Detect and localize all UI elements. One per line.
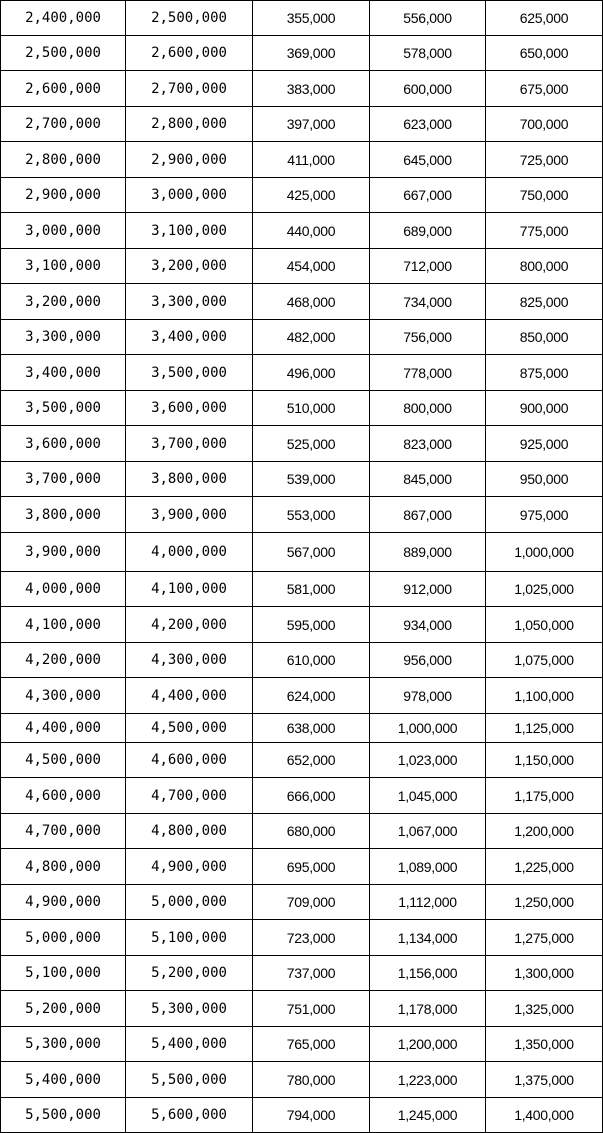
table-cell: 975,000 xyxy=(486,497,603,533)
table-cell: 468,000 xyxy=(253,284,370,320)
table-cell: 756,000 xyxy=(370,320,486,355)
table-cell: 539,000 xyxy=(253,462,370,497)
table-cell: 5,300,000 xyxy=(1,1027,126,1062)
table-cell: 978,000 xyxy=(370,678,486,714)
table-cell: 3,200,000 xyxy=(1,284,126,320)
table-cell: 1,125,000 xyxy=(486,714,603,743)
table-cell: 2,900,000 xyxy=(126,142,253,178)
table-row xyxy=(1,213,603,249)
table-cell: 1,175,000 xyxy=(486,778,603,814)
table-cell: 1,156,000 xyxy=(370,956,486,991)
table-cell: 5,000,000 xyxy=(126,885,253,920)
table-cell: 4,100,000 xyxy=(1,607,126,643)
table-cell: 1,112,000 xyxy=(370,885,486,920)
table-cell: 4,000,000 xyxy=(1,572,126,607)
table-cell: 3,300,000 xyxy=(1,320,126,355)
table-cell: 1,400,000 xyxy=(486,1098,603,1133)
table-cell: 1,223,000 xyxy=(370,1062,486,1098)
table-cell: 2,600,000 xyxy=(1,71,126,107)
table-cell: 1,325,000 xyxy=(486,991,603,1027)
table-cell: 680,000 xyxy=(253,814,370,849)
table-cell: 3,600,000 xyxy=(1,426,126,462)
table-cell: 4,500,000 xyxy=(126,714,253,743)
table-cell: 3,900,000 xyxy=(126,497,253,533)
table-cell: 1,200,000 xyxy=(486,814,603,849)
table-cell: 3,000,000 xyxy=(1,213,126,249)
table-row xyxy=(1,426,603,462)
table-cell: 5,000,000 xyxy=(1,920,126,956)
table-cell: 625,000 xyxy=(486,1,603,36)
table-cell: 889,000 xyxy=(370,533,486,572)
table-cell: 2,700,000 xyxy=(126,71,253,107)
table-cell: 1,150,000 xyxy=(486,743,603,778)
table-cell: 780,000 xyxy=(253,1062,370,1098)
table-cell: 5,100,000 xyxy=(126,920,253,956)
table-cell: 4,100,000 xyxy=(126,572,253,607)
table-cell: 440,000 xyxy=(253,213,370,249)
table-cell: 600,000 xyxy=(370,71,486,107)
table-row xyxy=(1,391,603,426)
table-cell: 1,050,000 xyxy=(486,607,603,643)
table-row xyxy=(1,71,603,107)
table-cell: 1,250,000 xyxy=(486,885,603,920)
table-cell: 695,000 xyxy=(253,849,370,885)
table-cell: 875,000 xyxy=(486,355,603,391)
table-cell: 867,000 xyxy=(370,497,486,533)
table-cell: 3,800,000 xyxy=(126,462,253,497)
table-cell: 623,000 xyxy=(370,107,486,142)
table-cell: 5,400,000 xyxy=(1,1062,126,1098)
table-cell: 1,067,000 xyxy=(370,814,486,849)
table-cell: 1,025,000 xyxy=(486,572,603,607)
table-cell: 3,500,000 xyxy=(1,391,126,426)
table-row xyxy=(1,956,603,991)
table-cell: 3,000,000 xyxy=(126,178,253,213)
table-cell: 1,200,000 xyxy=(370,1027,486,1062)
table-row xyxy=(1,1062,603,1098)
table-row xyxy=(1,497,603,533)
table-cell: 4,800,000 xyxy=(1,849,126,885)
table-row xyxy=(1,991,603,1027)
table-row xyxy=(1,572,603,607)
table-cell: 1,089,000 xyxy=(370,849,486,885)
table-cell: 709,000 xyxy=(253,885,370,920)
table-row xyxy=(1,1,603,36)
table-cell: 700,000 xyxy=(486,107,603,142)
table-cell: 934,000 xyxy=(370,607,486,643)
table-cell: 5,600,000 xyxy=(126,1098,253,1133)
table-cell: 765,000 xyxy=(253,1027,370,1062)
table-cell: 1,350,000 xyxy=(486,1027,603,1062)
table-cell: 4,700,000 xyxy=(126,778,253,814)
table-cell: 2,500,000 xyxy=(126,1,253,36)
table-cell: 750,000 xyxy=(486,178,603,213)
table-row xyxy=(1,142,603,178)
table-cell: 4,200,000 xyxy=(126,607,253,643)
table-cell: 667,000 xyxy=(370,178,486,213)
table-cell: 578,000 xyxy=(370,36,486,71)
table-cell: 3,600,000 xyxy=(126,391,253,426)
table-cell: 556,000 xyxy=(370,1,486,36)
table-cell: 800,000 xyxy=(486,249,603,284)
table-row xyxy=(1,320,603,355)
table-cell: 4,600,000 xyxy=(126,743,253,778)
table-cell: 1,375,000 xyxy=(486,1062,603,1098)
table-cell: 5,100,000 xyxy=(1,956,126,991)
table-cell: 900,000 xyxy=(486,391,603,426)
table-cell: 4,000,000 xyxy=(126,533,253,572)
table-row xyxy=(1,920,603,956)
table-cell: 5,400,000 xyxy=(126,1027,253,1062)
table-cell: 956,000 xyxy=(370,643,486,678)
table-cell: 652,000 xyxy=(253,743,370,778)
table-cell: 823,000 xyxy=(370,426,486,462)
table-cell: 650,000 xyxy=(486,36,603,71)
table-cell: 725,000 xyxy=(486,142,603,178)
table-row xyxy=(1,1098,603,1133)
table-cell: 675,000 xyxy=(486,71,603,107)
table-row xyxy=(1,643,603,678)
table-cell: 1,023,000 xyxy=(370,743,486,778)
table-row xyxy=(1,107,603,142)
table-cell: 510,000 xyxy=(253,391,370,426)
table-cell: 2,600,000 xyxy=(126,36,253,71)
table-cell: 454,000 xyxy=(253,249,370,284)
table-cell: 3,700,000 xyxy=(126,426,253,462)
table-cell: 5,200,000 xyxy=(1,991,126,1027)
table-cell: 2,900,000 xyxy=(1,178,126,213)
table-row xyxy=(1,778,603,814)
table-cell: 4,400,000 xyxy=(126,678,253,714)
table-cell: 4,900,000 xyxy=(1,885,126,920)
table-cell: 3,500,000 xyxy=(126,355,253,391)
table-cell: 1,178,000 xyxy=(370,991,486,1027)
table-cell: 1,000,000 xyxy=(486,533,603,572)
table-cell: 3,700,000 xyxy=(1,462,126,497)
table-cell: 355,000 xyxy=(253,1,370,36)
table-cell: 567,000 xyxy=(253,533,370,572)
table-cell: 2,400,000 xyxy=(1,1,126,36)
table-row xyxy=(1,885,603,920)
table-row xyxy=(1,533,603,572)
table-row xyxy=(1,849,603,885)
table-cell: 4,700,000 xyxy=(1,814,126,849)
table-cell: 666,000 xyxy=(253,778,370,814)
table-row xyxy=(1,284,603,320)
table-cell: 4,500,000 xyxy=(1,743,126,778)
table-cell: 645,000 xyxy=(370,142,486,178)
table-cell: 3,200,000 xyxy=(126,249,253,284)
table-cell: 800,000 xyxy=(370,391,486,426)
table-cell: 2,700,000 xyxy=(1,107,126,142)
table-cell: 595,000 xyxy=(253,607,370,643)
table-cell: 2,800,000 xyxy=(1,142,126,178)
table-row xyxy=(1,814,603,849)
table-cell: 4,200,000 xyxy=(1,643,126,678)
table-cell: 4,800,000 xyxy=(126,814,253,849)
table-cell: 3,100,000 xyxy=(126,213,253,249)
table-cell: 1,225,000 xyxy=(486,849,603,885)
table-cell: 825,000 xyxy=(486,284,603,320)
table-row xyxy=(1,178,603,213)
table-row xyxy=(1,1027,603,1062)
table-cell: 925,000 xyxy=(486,426,603,462)
table-cell: 1,134,000 xyxy=(370,920,486,956)
table-cell: 850,000 xyxy=(486,320,603,355)
table-cell: 525,000 xyxy=(253,426,370,462)
table-row xyxy=(1,249,603,284)
table-cell: 950,000 xyxy=(486,462,603,497)
table-cell: 5,200,000 xyxy=(126,956,253,991)
table-cell: 2,500,000 xyxy=(1,36,126,71)
table-row xyxy=(1,678,603,714)
table-cell: 3,800,000 xyxy=(1,497,126,533)
table-cell: 369,000 xyxy=(253,36,370,71)
table-cell: 5,500,000 xyxy=(1,1098,126,1133)
table-cell: 482,000 xyxy=(253,320,370,355)
table-cell: 383,000 xyxy=(253,71,370,107)
table-cell: 3,900,000 xyxy=(1,533,126,572)
table-cell: 775,000 xyxy=(486,213,603,249)
table-cell: 425,000 xyxy=(253,178,370,213)
table-cell: 737,000 xyxy=(253,956,370,991)
table-cell: 794,000 xyxy=(253,1098,370,1133)
table-row xyxy=(1,607,603,643)
table-cell: 845,000 xyxy=(370,462,486,497)
table-cell: 411,000 xyxy=(253,142,370,178)
table-cell: 734,000 xyxy=(370,284,486,320)
table-cell: 3,400,000 xyxy=(126,320,253,355)
table-cell: 712,000 xyxy=(370,249,486,284)
table-cell: 3,300,000 xyxy=(126,284,253,320)
table-cell: 1,100,000 xyxy=(486,678,603,714)
table-cell: 5,500,000 xyxy=(126,1062,253,1098)
table-cell: 1,245,000 xyxy=(370,1098,486,1133)
table-cell: 1,000,000 xyxy=(370,714,486,743)
table-cell: 5,300,000 xyxy=(126,991,253,1027)
table-cell: 610,000 xyxy=(253,643,370,678)
table-body xyxy=(1,1,603,1133)
table-cell: 4,600,000 xyxy=(1,778,126,814)
table-cell: 912,000 xyxy=(370,572,486,607)
table-cell: 553,000 xyxy=(253,497,370,533)
table-row xyxy=(1,714,603,743)
table-cell: 581,000 xyxy=(253,572,370,607)
table-cell: 689,000 xyxy=(370,213,486,249)
table-cell: 638,000 xyxy=(253,714,370,743)
table-cell: 1,275,000 xyxy=(486,920,603,956)
table-cell: 3,400,000 xyxy=(1,355,126,391)
table-cell: 397,000 xyxy=(253,107,370,142)
table-row xyxy=(1,743,603,778)
table-cell: 4,300,000 xyxy=(126,643,253,678)
table-cell: 751,000 xyxy=(253,991,370,1027)
table-cell: 3,100,000 xyxy=(1,249,126,284)
table-cell: 4,400,000 xyxy=(1,714,126,743)
table-cell: 496,000 xyxy=(253,355,370,391)
table-cell: 4,300,000 xyxy=(1,678,126,714)
table-cell: 624,000 xyxy=(253,678,370,714)
table-cell: 778,000 xyxy=(370,355,486,391)
table-row xyxy=(1,462,603,497)
table-cell: 4,900,000 xyxy=(126,849,253,885)
table-cell: 723,000 xyxy=(253,920,370,956)
table-cell: 1,075,000 xyxy=(486,643,603,678)
table-row xyxy=(1,355,603,391)
table-cell: 1,045,000 xyxy=(370,778,486,814)
table-row xyxy=(1,36,603,71)
table-cell: 1,300,000 xyxy=(486,956,603,991)
table-cell: 2,800,000 xyxy=(126,107,253,142)
